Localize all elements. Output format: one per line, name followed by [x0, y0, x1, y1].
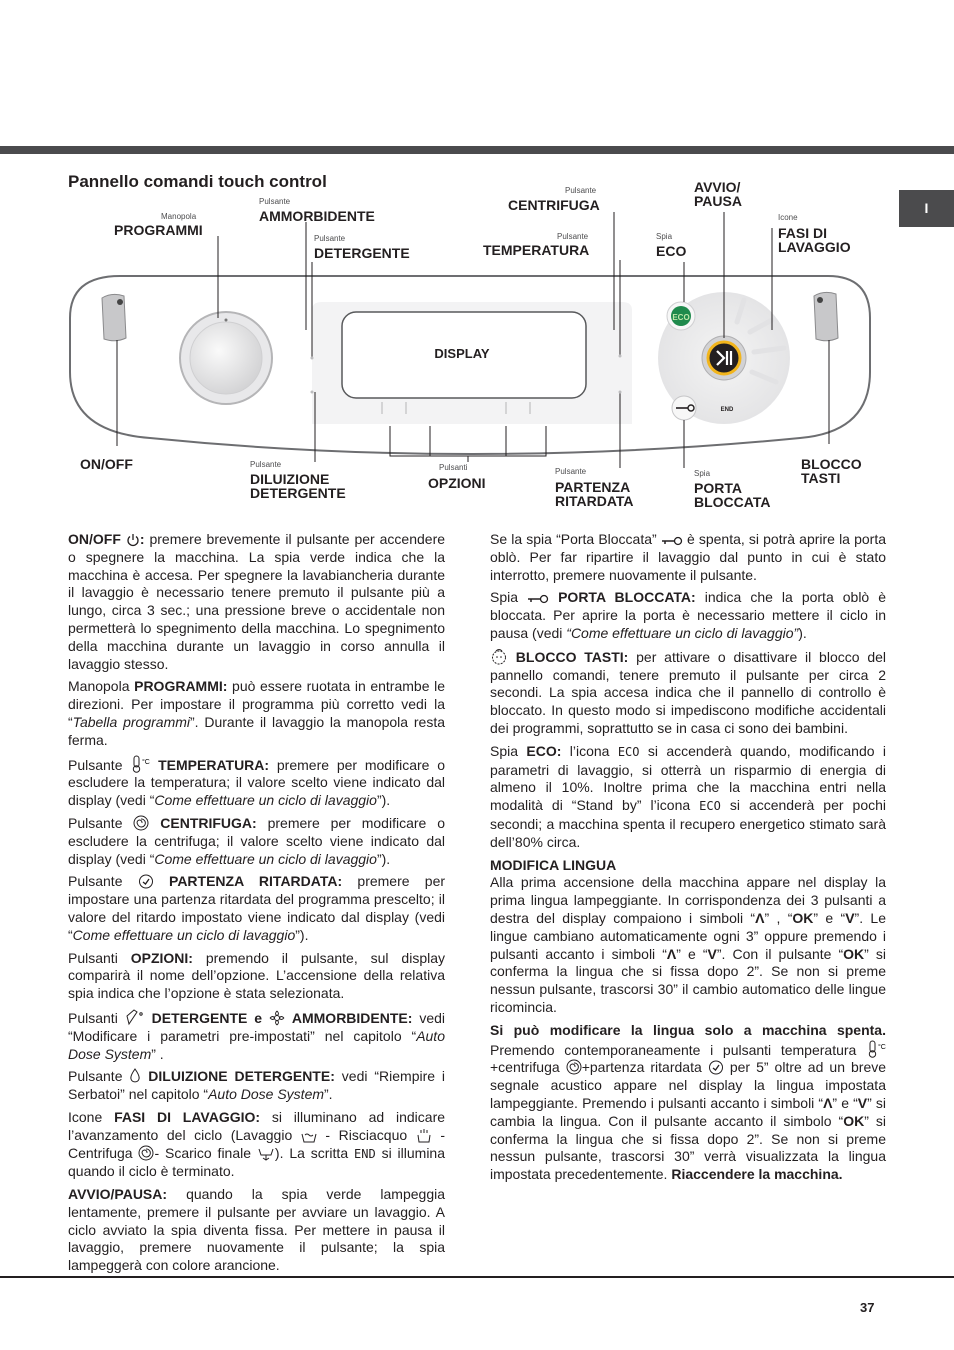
label-small-centrifuga: Pulsante [565, 186, 597, 195]
para-porta-bloccata: Spia PORTA BLOCCATA: indica che la porta oblò è bloccata. Per aprire la porta è necessario mettere il ciclo in pausa (vedi “Come effettuare un ciclo di lavaggio”). [490, 589, 887, 641]
left-column [68, 531, 445, 1280]
page-number: 37 [860, 1300, 875, 1315]
wash-icon [301, 1129, 317, 1143]
para-eco: Spia ECO: l’icona ECO si accenderà quando, modificando i parametri di lavaggio, si otterrà un risparmio di energia di almeno il 10%. Inoltre prima che la macchina entri nella modalità di “Stand by” l’icona ECO si accenderà per pochi secondi; a macchina spenta il recupero energetico stimato sarà dell’80% circa. [490, 742, 887, 850]
spin-icon [566, 1059, 582, 1075]
para-temperatura: Pulsante °C TEMPERATURA: premere per modificare o escludere la temperatura; il valore scelto viene indicato dal display (vedi “Come effettuare un ciclo di lavaggio”). [68, 756, 446, 809]
label-temperatura: TEMPERATURA [483, 242, 590, 258]
right-column [490, 531, 886, 1189]
label-small-ammorbidente: Pulsante [259, 197, 291, 206]
para-programmi: Manopola PROGRAMMI: può essere ruotata in entrambe le direzioni. Per impostare il programma più corretto vedi la “Tabella programmi”. Durante il lavaggio la manopola resta ferma. [68, 678, 445, 748]
para-lingua-1: Alla prima accensione della macchina appare nel display la prima lingua lampeggiante. In corrispondenza dei 3 pulsanti a destra del display compaiono i simboli “Λ” , “OK” e “V”. Le lingue cambiano automaticamente ogni 3” oppure premendo i pulsanti accanto i simboli “Λ” e “V”. Con il pulsante “OK” si conferma la lingua che si fissa dopo 2”. Se non si preme nessun pulsante, trascorsi 30” il cambio automatico delle lingue ricomincia. [490, 874, 887, 1015]
label-small-fasi: Icone [778, 213, 798, 222]
spin-phase-icon [138, 1145, 154, 1161]
label-small-detergente: Pulsante [314, 234, 346, 243]
label-detergente: DETERGENTE [314, 245, 410, 261]
spin-icon [133, 815, 149, 831]
label-ammorbidente: AMMORBIDENTE [259, 208, 375, 224]
key-icon [661, 535, 683, 547]
para-opzioni: Pulsanti OPZIONI: premendo il pulsante, sul display comparirà il nome dell’opzione. L’accensione della relativa spia indica che l’opzione è stata selezionata. [68, 949, 446, 1002]
svg-text:ECO: ECO [672, 313, 690, 322]
language-tab: I [899, 190, 954, 227]
para-porta-spenta: Se la spia “Porta Bloccata” è spenta, si potrà aprire la porta oblò. Per far ripartire il lavaggio dal punto in cui è stato interrotto, premere nuovamente il pulsante. [490, 531, 887, 583]
svg-text:°C: °C [878, 1043, 886, 1051]
label-blocco-tasti: BLOCCO TASTI [801, 456, 862, 486]
para-onoff: ON/OFF : premere brevemente il pulsante per accendere o spegnere la macchina. La spia verde indica che la macchina è accesa. Per spegnere la lavabiancheria durante il lavaggio è necessario tenere premuto il pulsante più a lungo, circa 3 sec.; una pressione breve o accidentale non permetterà lo spegnimento della macchina. Lo spegnimento della macchina durante un lavaggio in corso annulla il lavaggio stesso. [68, 531, 446, 672]
para-centrifuga: Pulsante CENTRIFUGA: premere per modificare o escludere la centrifuga; il valore scelto viene indicato dal display (vedi “Come effettuare un ciclo di lavaggio”). [68, 814, 445, 867]
control-panel-diagram [0, 0, 954, 520]
label-partenza: PARTENZA RITARDATA [555, 479, 634, 509]
para-avvio: AVVIO/PAUSA: quando la spia verde lampeggia lentamente, premere il pulsante per avviare un lavaggio. A ciclo avviato la spia diventa fissa. Per mettere in pausa il lavaggio, premere nuovamente il pulsante; la spia lampeggerà con colore arancione. [68, 1186, 445, 1274]
page-title: Pannello comandi touch control [68, 172, 327, 191]
drain-icon [257, 1145, 275, 1161]
label-onoff: ON/OFF [80, 456, 133, 472]
label-eco: ECO [656, 243, 687, 259]
label-centrifuga: CENTRIFUGA [508, 197, 600, 213]
para-detergente: Pulsanti DETERGENTE e AMMORBIDENTE: vedi “Modificare i parametri pre-impostati” nel capitolo “Auto Dose System” . [68, 1009, 446, 1062]
power-icon [126, 533, 140, 547]
svg-text:°C: °C [142, 758, 151, 766]
para-partenza: Pulsante PARTENZA RITARDATA: premere per impostare una partenza ritardata del programma prescelto; il valore del ritardo impostato viene indicato dal display (vedi “Come effettuare un ciclo di lavaggio”). [68, 873, 446, 943]
label-diluizione: DILUIZIONE DETERGENTE [250, 471, 346, 501]
label-small-partenza: Pulsante [555, 467, 587, 476]
delay-clock-icon [138, 873, 154, 889]
rinse-icon [416, 1129, 432, 1143]
para-diluizione: Pulsante DILUIZIONE DETERGENTE: vedi “Riempire i Serbatoi” nel capitolo “Auto Dose System”. [68, 1068, 446, 1103]
label-small-temperatura: Pulsante [557, 232, 589, 241]
display-label: DISPLAY [434, 346, 490, 361]
label-small-opzioni: Pulsanti [439, 463, 468, 472]
label-opzioni: OPZIONI [428, 475, 486, 491]
lingua-heading: MODIFICA LINGUA [490, 856, 617, 873]
drop-icon [129, 1068, 141, 1084]
thermometer-icon [130, 755, 150, 773]
thermometer-icon [866, 1040, 886, 1058]
delay-clock-icon [708, 1059, 724, 1075]
detergent-icon [125, 1008, 145, 1026]
key-icon [527, 593, 549, 605]
label-small-eco: Spia [656, 232, 673, 241]
bottom-rule [0, 1276, 954, 1278]
child-lock-icon [490, 648, 508, 665]
label-fasi-lavaggio: FASI DI LAVAGGIO [778, 225, 851, 255]
label-porta-bloccata: PORTA BLOCCATA [694, 480, 771, 510]
para-fasi: Icone FASI DI LAVAGGIO: si illuminano ad indicare l’avanzamento del ciclo (Lavaggio - Risciacquo - Centrifuga - Scarico finale ). La scritta END si illumina quando il ciclo è terminato. [68, 1108, 446, 1180]
label-small-diluizione: Pulsante [250, 460, 282, 469]
label-programmi: PROGRAMMI [114, 222, 203, 238]
label-small-porta: Spia [694, 469, 711, 478]
svg-text:END: END [720, 407, 734, 413]
label-small-programmi: Manopola [161, 212, 197, 221]
softener-icon [269, 1010, 285, 1026]
para-blocco: BLOCCO TASTI: per attivare o disattivare il blocco del pannello comandi, tenere premuto il pulsante per circa 2 secondi. La spia accesa indica che il pannello di controllo è bloccato. In questo modo si impediscono modifiche accidentali dei programmi, soprattutto se in casa ci sono dei bambini. [490, 648, 886, 736]
para-lingua-2: Si può modificare la lingua solo a macchina spenta. Premendo contemporaneamente i pulsanti temperatura °C +centrifuga +partenza ritardata per 5” oltre ad un breve segnale acustico appare nel display la lingua impostata lampeggiante. Premendo i pulsanti accanto i simboli “Λ” e “V” si cambia la lingua. Con il pulsante accanto il simbolo “OK” si conferma la lingua che si fissa dopo 2”. Se non si preme nessun pulsante, trascorsi 30” verrà visualizzata la lingua impostata precedentemente. Riaccendere la macchina. [490, 1021, 887, 1183]
label-avvio-pausa: AVVIO/ PAUSA [694, 179, 742, 209]
